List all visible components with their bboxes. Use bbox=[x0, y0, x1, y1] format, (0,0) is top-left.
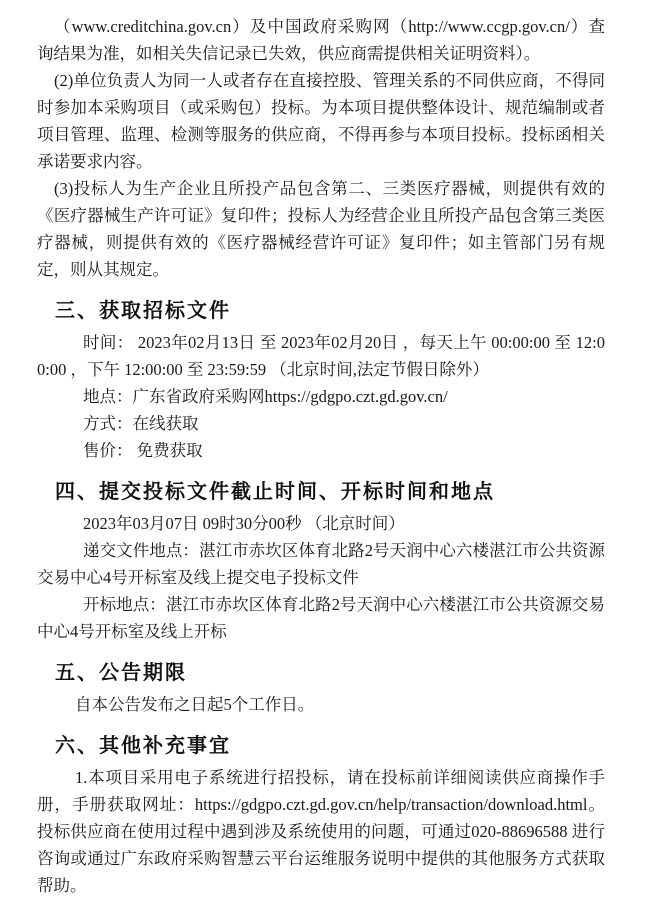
tender-doc-time-line: 时间： 2023年02月13日 至 2023年02月20日 ，每天上午 00:00:00 至 12:00:00 ，下午 12:00:00 至 23:59:59 （北京时间,法定节假日除外） bbox=[37, 333, 605, 379]
paragraph-supplier-restriction-2: (2)单位负责人为同一人或者存在直接控股、管理关系的不同供应商，不得同时参加本采购项目（或采购包）投标。为本项目提供整体设计、规范编制或者项目管理、监理、检测等服务的供应商，不得再参与本项目投标。投标函相关承诺要求内容。 bbox=[37, 71, 605, 171]
paragraph-medical-device-license-3: (3)投标人为生产企业且所投产品包含第二、三类医疗器械，则提供有效的《医疗器械生产许可证》复印件；投标人为经营企业且所投产品包含第三类医疗器械，则提供有效的《医疗器械经营许可证》复印件；如主管部门另有规定，则从其规定。 bbox=[37, 179, 605, 279]
tender-doc-price-line: 售价： 免费获取 bbox=[83, 441, 203, 460]
bid-deadline-line: 2023年03月07日 09时30分00秒 （北京时间） bbox=[83, 514, 405, 533]
supplementary-note-paragraph: 1.本项目采用电子系统进行招投标，请在投标前详细阅读供应商操作手册，手册获取网址：https://gdgpo.czt.gd.gov.cn/help/transaction/download.html。投标供应商在使用过程中遇到涉及系统使用的问题，可通过020-88696588 进行咨询或通过广东政府采购智慧云平台运维服务说明中提供的其他服务方式获取帮助。 bbox=[37, 768, 605, 895]
section-5-heading-announcement-period: 五、公告期限 bbox=[55, 662, 187, 684]
bid-submission-place-line: 递交文件地点：湛江市赤坎区体育北路2号天润中心六楼湛江市公共资源交易中心4号开标室及线上提交电子投标文件 bbox=[37, 541, 605, 587]
section-4-heading-submission-deadline-and-opening: 四、提交投标文件截止时间、开标时间和地点 bbox=[55, 481, 495, 503]
tender-doc-place-line: 地点：广东省政府采购网https://gdgpo.czt.gd.gov.cn/ bbox=[83, 387, 448, 406]
tender-doc-method-line: 方式：在线获取 bbox=[83, 414, 199, 433]
announcement-period-line: 自本公告发布之日起5个工作日。 bbox=[75, 695, 315, 714]
bid-opening-place-line: 开标地点：湛江市赤坎区体育北路2号天润中心六楼湛江市公共资源交易中心4号开标室及线上开标 bbox=[37, 595, 605, 641]
section-6-heading-other-supplementary-matters: 六、其他补充事宜 bbox=[55, 735, 231, 757]
paragraph-credit-check-continuation: （www.creditchina.gov.cn）及中国政府采购网（http://www.ccgp.gov.cn/）查询结果为准，如相关失信记录已失效，供应商需提供相关证明资料）。 bbox=[37, 17, 605, 63]
section-3-heading-obtain-tender-documents: 三、获取招标文件 bbox=[55, 300, 231, 322]
